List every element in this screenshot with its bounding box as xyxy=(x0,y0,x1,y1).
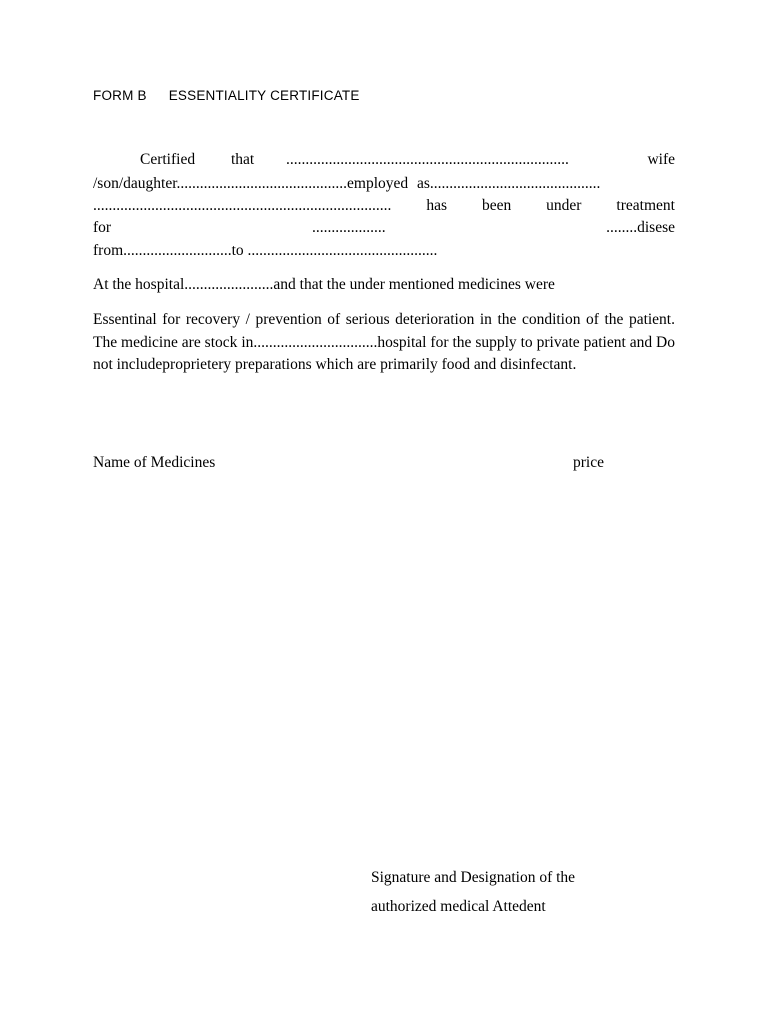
disease-blank: ........disese xyxy=(606,219,675,236)
form-title: ESSENTIALITY CERTIFICATE xyxy=(168,88,360,103)
that-word: that xyxy=(231,151,255,168)
date-range-line xyxy=(93,240,675,262)
word-has: has xyxy=(426,197,447,214)
word-been: been xyxy=(481,197,512,214)
form-label: FORM B xyxy=(93,88,147,103)
hospital-line xyxy=(93,274,675,296)
certified-word: Certified xyxy=(140,151,196,168)
word-for: for xyxy=(93,219,112,236)
form-header xyxy=(93,88,360,103)
date-range-text: from............................to ................................................. xyxy=(93,242,438,259)
hospital-text: At the hospital.......................and that the under mentioned medicines were xyxy=(93,276,555,293)
signature-line-1: Signature and Designation of the xyxy=(371,869,576,886)
medicines-column-header: Name of Medicines xyxy=(93,454,216,471)
relation-text: /son/daughter............................................employed xyxy=(93,175,409,192)
treatment-line xyxy=(93,195,675,217)
relation-line xyxy=(93,173,675,195)
essential-paragraph: Essentinal for recovery / prevention of serious deterioration in the condition of the patient. The medicine are stock in................................hospital for the supply to private patient and Do not includeproprietery preparations which are primarily food and disinfectant. xyxy=(93,311,675,373)
word-under: under xyxy=(546,197,582,214)
name-blank: ......................................................................... xyxy=(286,151,569,168)
signature-line-2: authorized medical Attedent xyxy=(371,898,546,915)
wife-word: wife xyxy=(647,151,675,168)
price-column-header: price xyxy=(573,454,604,471)
employment-blank: ............................................................................. xyxy=(93,197,392,214)
employed-as-text: as............................................ xyxy=(417,175,601,192)
word-treatment: treatment xyxy=(616,197,675,214)
duration-blank: ................... xyxy=(312,219,386,236)
